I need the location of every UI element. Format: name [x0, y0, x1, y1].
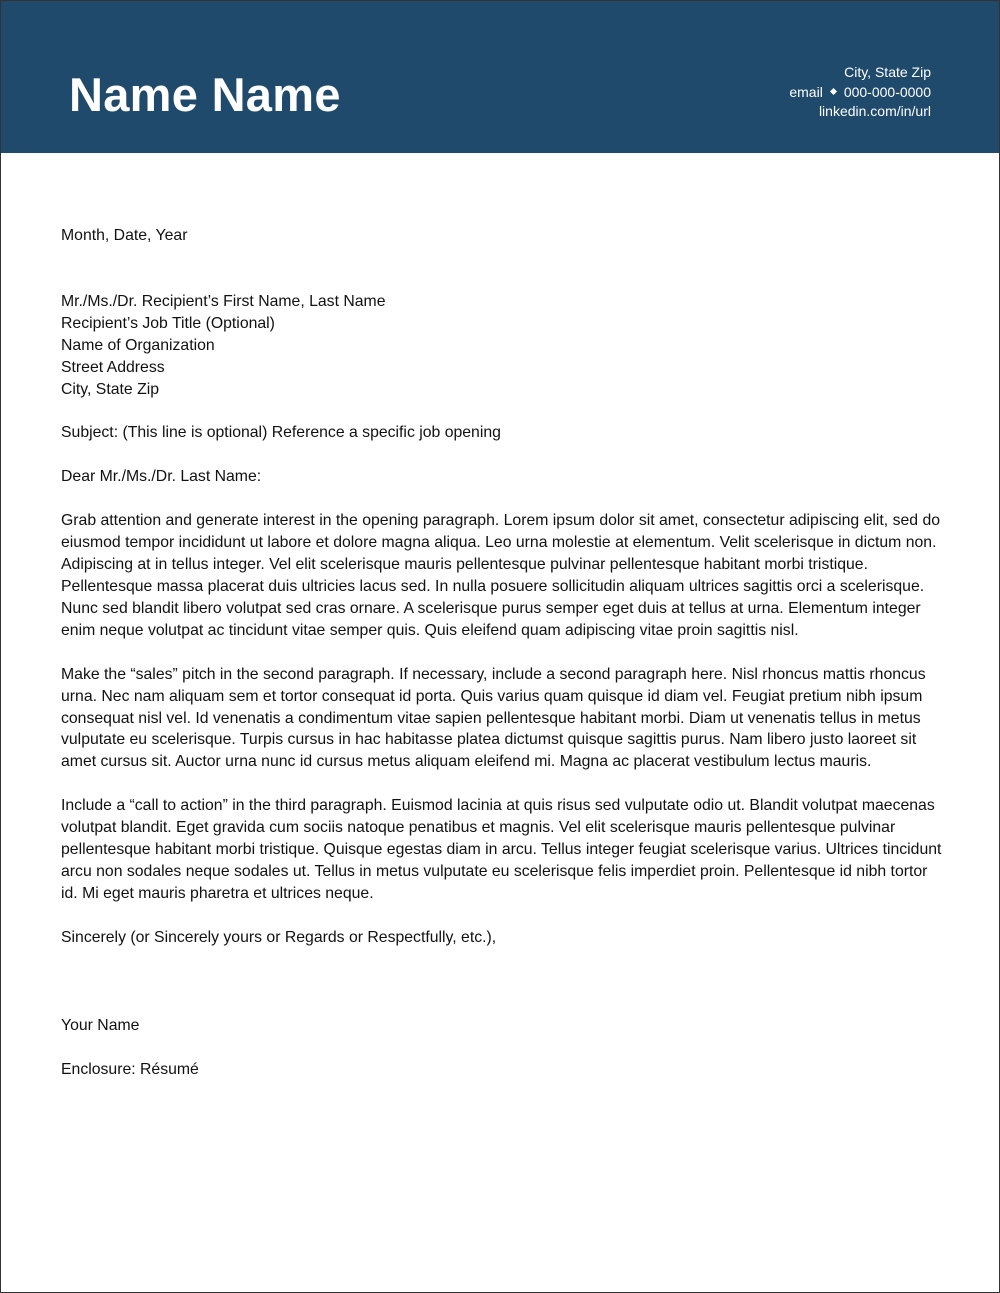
contact-phone[interactable]: 000-000-0000	[843, 83, 931, 100]
salutation: Dear Mr./Ms./Dr. Last Name:	[61, 468, 262, 486]
contact-email-phone-line	[789, 83, 931, 103]
recipient-city-state-zip: City, State Zip	[61, 380, 160, 398]
third-paragraph: Include a “call to action” in the third paragraph. Euismod lacinia at quis risus sed vulputate odio ut. Blandit volutpat maecenas volutpat blandit. Eget gravida cum sociis natoque penatibus et magnis. Vel elit scelerisque mauris pellentesque pulvinar pellentesque habitant morbi tristique. Quisque egestas diam in arcu. Tellus integer feugiat scelerisque varius. Ultrices tincidunt arcu non sodales neque sodales ut. Tellus in metus vulputate eu scelerisque felis imperdiet proin. Pellentesque id nibh tortor id. Mi eget mauris pharetra et ultrices neque.	[61, 797, 942, 902]
recipient-job-title: Recipient’s Job Title (Optional)	[61, 314, 275, 332]
contact-info	[789, 63, 931, 122]
recipient-name: Mr./Ms./Dr. Recipient’s First Name, Last Name	[61, 292, 386, 310]
signature-name: Your Name	[61, 1016, 140, 1034]
second-paragraph: Make the “sales” pitch in the second paragraph. If necessary, include a second paragraph here. Nisl rhoncus mattis rhoncus urna. Nec nam aliquam sem et tortor consequat id porta. Quis varius quam quisque id diam vel. Feugiat pretium nibh ipsum consequat nisl vel. Id venenatis a condimentum vitae sapien pellentesque habitant morbi. Diam ut venenatis tellus in metus vulputate eu scelerisque. Turpis cursus in hac habitasse platea dictumst quisque sagittis purus. Nam libero justo laoreet sit amet cursus sit. Auctor urna nunc id cursus metus aliquam eleifend mi. Magna ac placerat vestibulum lectus mauris.	[61, 665, 926, 771]
header-banner	[1, 1, 999, 153]
opening-paragraph: Grab attention and generate interest in the opening paragraph. Lorem ipsum dolor sit amet, consectetur adipiscing elit, sed do eiusmod tempor incididunt ut labore et dolore magna aliqua. Leo urna molestie at elementum. Velit scelerisque in dictum non. Adipiscing at in tellus integer. Vel elit scelerisque mauris pellentesque pulvinar pellentesque habitant morbi tristique. Pellentesque massa placerat duis ultricies lacus sed. In nulla posuere sollicitudin aliquam ultrices sagittis orci a scelerisque. Nunc sed blandit libero volutpat sed cras ornare. A scelerisque purus semper eget duis at tellus at urna. Elementum integer enim neque volutpat ac tincidunt vitae semper quis. Quis eleifend quam adipiscing vitae proin sagittis nisl.	[61, 512, 941, 639]
recipient-block	[61, 291, 946, 401]
applicant-name: Name Name	[69, 68, 341, 121]
recipient-street: Street Address	[61, 358, 165, 376]
diamond-separator-icon	[830, 88, 837, 95]
closing: Sincerely (or Sincerely yours or Regards or Respectfully, etc.),	[61, 928, 497, 946]
subject-line: Subject: (This line is optional) Reference a specific job opening	[61, 424, 501, 442]
contact-linkedin[interactable]: linkedin.com/in/url	[818, 103, 931, 119]
enclosure-line: Enclosure: Résumé	[61, 1060, 199, 1078]
recipient-organization: Name of Organization	[61, 336, 215, 354]
contact-email[interactable]: email	[789, 83, 823, 100]
letter-date: Month, Date, Year	[61, 227, 188, 244]
contact-city-state-zip: City, State Zip	[844, 64, 931, 80]
letter-body	[61, 225, 946, 1080]
